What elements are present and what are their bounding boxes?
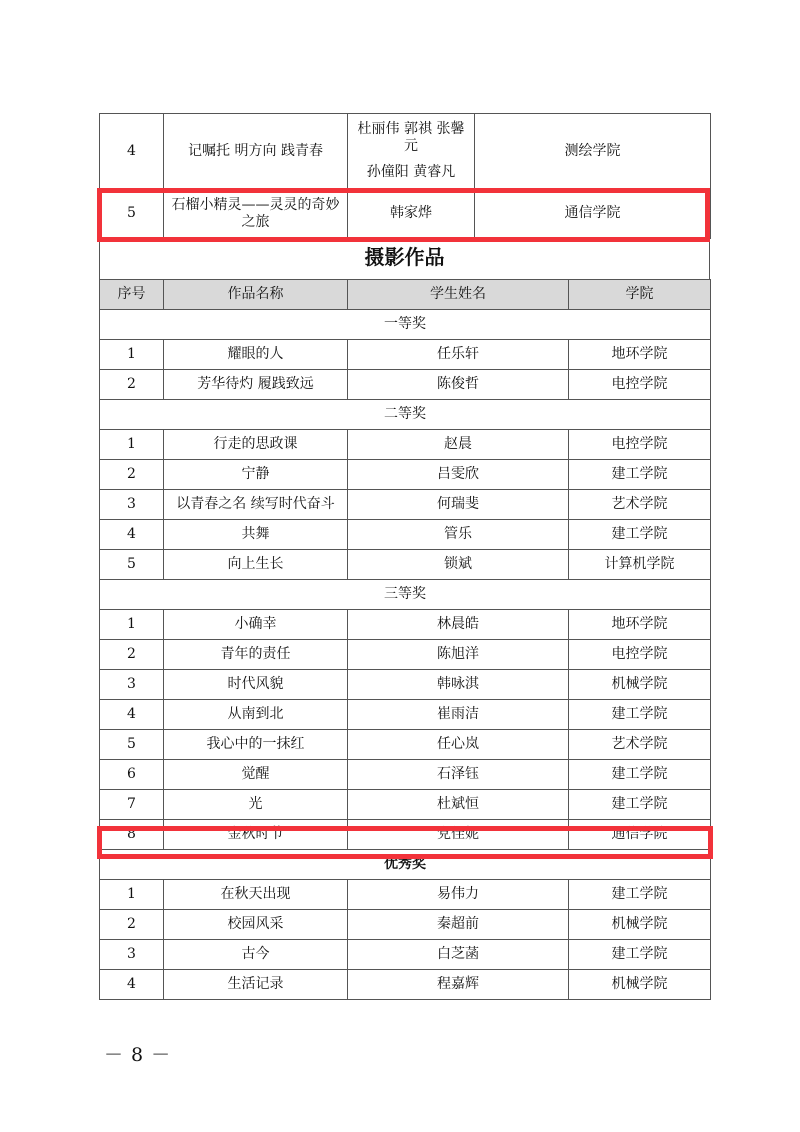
prize-group-label: 一等奖 — [100, 310, 711, 340]
work-title: 时代风貌 — [164, 670, 348, 700]
prize-group-label: 优秀奖 — [100, 850, 711, 880]
work-title: 小确幸 — [164, 610, 348, 640]
student-names: 韩家烨 — [348, 189, 475, 239]
row-number: 5 — [100, 730, 164, 760]
college: 电控学院 — [569, 430, 711, 460]
college: 建工学院 — [569, 880, 711, 910]
student-name: 何瑞斐 — [348, 490, 569, 520]
college: 机械学院 — [569, 670, 711, 700]
table-row — [100, 550, 711, 580]
table-row — [100, 490, 711, 520]
row-number: 2 — [100, 460, 164, 490]
header-number: 序号 — [100, 280, 164, 310]
row-number: 3 — [100, 940, 164, 970]
section-title-row — [99, 236, 710, 279]
photography-table — [99, 279, 711, 1000]
table-row — [100, 640, 711, 670]
student-name: 陈旭洋 — [348, 640, 569, 670]
table-row — [100, 700, 711, 730]
row-number: 6 — [100, 760, 164, 790]
college: 艺术学院 — [569, 490, 711, 520]
row-number: 8 — [100, 820, 164, 850]
row-number: 4 — [100, 970, 164, 1000]
college: 通信学院 — [475, 189, 711, 239]
prize-group-row — [100, 580, 711, 610]
work-title-line: 石榴小精灵——灵灵的奇妙 — [171, 196, 340, 213]
row-number: 4 — [100, 700, 164, 730]
work-title: 在秋天出现 — [164, 880, 348, 910]
work-title: 光 — [164, 790, 348, 820]
college: 建工学院 — [569, 790, 711, 820]
student-names-line: 杜丽伟 郭祺 张馨 — [357, 121, 465, 137]
student-name: 赵晨 — [348, 430, 569, 460]
row-number: 4 — [100, 114, 164, 189]
row-number: 2 — [100, 640, 164, 670]
prize-group-row — [100, 310, 711, 340]
header-student: 学生姓名 — [348, 280, 569, 310]
student-name: 程嘉辉 — [348, 970, 569, 1000]
work-title: 金秋时节 — [164, 820, 348, 850]
prize-group-label: 二等奖 — [100, 400, 711, 430]
student-names-line: 元 — [404, 138, 418, 154]
table-row — [100, 430, 711, 460]
work-title: 以青春之名 续写时代奋斗 — [164, 490, 348, 520]
college: 建工学院 — [569, 460, 711, 490]
student-name: 石泽钰 — [348, 760, 569, 790]
student-name: 陈俊哲 — [348, 370, 569, 400]
student-names-line: 孙僮阳 黄睿凡 — [366, 164, 456, 180]
table-row — [100, 340, 711, 370]
prize-group-row — [100, 400, 711, 430]
student-name: 管乐 — [348, 520, 569, 550]
college: 艺术学院 — [569, 730, 711, 760]
college: 机械学院 — [569, 970, 711, 1000]
table-row — [100, 670, 711, 700]
table-row — [100, 370, 711, 400]
prize-group-label: 三等奖 — [100, 580, 711, 610]
college: 建工学院 — [569, 700, 711, 730]
work-title: 向上生长 — [164, 550, 348, 580]
page-number: － 8 － — [104, 1044, 172, 1066]
college: 电控学院 — [569, 370, 711, 400]
student-name: 任心岚 — [348, 730, 569, 760]
work-title: 校园风采 — [164, 910, 348, 940]
student-name: 秦超前 — [348, 910, 569, 940]
table-row — [100, 940, 711, 970]
college: 地环学院 — [569, 340, 711, 370]
table-row — [100, 790, 711, 820]
row-number: 1 — [100, 880, 164, 910]
student-name: 党佳妮 — [348, 820, 569, 850]
row-number: 1 — [100, 430, 164, 460]
student-name: 白芝菡 — [348, 940, 569, 970]
college: 电控学院 — [569, 640, 711, 670]
row-number: 7 — [100, 790, 164, 820]
row-number: 1 — [100, 340, 164, 370]
student-name: 林晨皓 — [348, 610, 569, 640]
student-name: 锁斌 — [348, 550, 569, 580]
student-name: 易伟力 — [348, 880, 569, 910]
highlight-box — [97, 826, 713, 859]
table-row — [100, 730, 711, 760]
header-college: 学院 — [569, 280, 711, 310]
table-row — [100, 760, 711, 790]
table-row — [100, 970, 711, 1000]
row-number: 2 — [100, 370, 164, 400]
highlight-box — [97, 188, 710, 242]
student-name: 任乐轩 — [348, 340, 569, 370]
college: 地环学院 — [569, 610, 711, 640]
work-title-line: 之旅 — [241, 213, 270, 230]
row-number: 1 — [100, 610, 164, 640]
student-names — [348, 114, 475, 189]
header-title: 作品名称 — [164, 280, 348, 310]
table-row — [100, 114, 711, 189]
row-number: 5 — [100, 550, 164, 580]
row-number: 5 — [100, 189, 164, 239]
college: 计算机学院 — [569, 550, 711, 580]
college: 建工学院 — [569, 520, 711, 550]
row-number: 3 — [100, 490, 164, 520]
college: 测绘学院 — [475, 114, 711, 189]
table-row — [100, 460, 711, 490]
student-name: 崔雨洁 — [348, 700, 569, 730]
table-row — [100, 910, 711, 940]
table-row — [100, 520, 711, 550]
college: 建工学院 — [569, 940, 711, 970]
work-title: 生活记录 — [164, 970, 348, 1000]
college: 通信学院 — [569, 820, 711, 850]
row-number: 3 — [100, 670, 164, 700]
row-number: 2 — [100, 910, 164, 940]
college: 机械学院 — [569, 910, 711, 940]
work-title: 我心中的一抹红 — [164, 730, 348, 760]
header-row — [100, 280, 711, 310]
work-title: 觉醒 — [164, 760, 348, 790]
table-row — [100, 880, 711, 910]
work-title: 从南到北 — [164, 700, 348, 730]
section-title: 摄影作品 — [364, 245, 445, 269]
student-name: 韩咏淇 — [348, 670, 569, 700]
table-row — [100, 610, 711, 640]
student-name: 吕雯欣 — [348, 460, 569, 490]
student-name: 杜斌恒 — [348, 790, 569, 820]
work-title: 宁静 — [164, 460, 348, 490]
work-title: 行走的思政课 — [164, 430, 348, 460]
row-number: 4 — [100, 520, 164, 550]
work-title: 记嘱托 明方向 践青春 — [164, 114, 348, 189]
college: 建工学院 — [569, 760, 711, 790]
work-title: 共舞 — [164, 520, 348, 550]
work-title: 青年的责任 — [164, 640, 348, 670]
work-title: 芳华待灼 履践致远 — [164, 370, 348, 400]
work-title: 耀眼的人 — [164, 340, 348, 370]
work-title: 古今 — [164, 940, 348, 970]
